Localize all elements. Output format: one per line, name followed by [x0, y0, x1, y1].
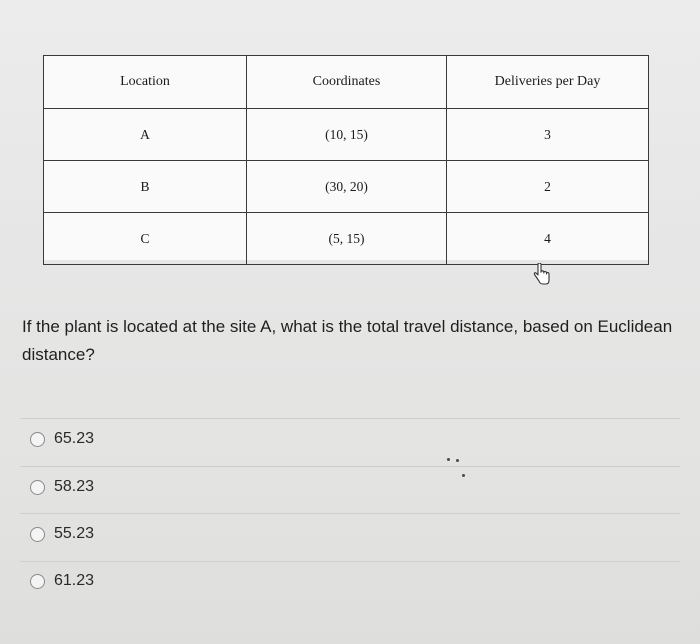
table-row — [44, 109, 649, 161]
cell-deliveries: 3 — [447, 109, 649, 161]
cell-coordinates: (10, 15) — [247, 109, 447, 161]
cell-deliveries: 2 — [447, 161, 649, 213]
cell-coordinates: (30, 20) — [247, 161, 447, 213]
radio-button-icon[interactable] — [30, 432, 45, 447]
cell-coordinates: (5, 15) — [247, 213, 447, 265]
divider — [20, 466, 680, 467]
screen-speck — [456, 459, 459, 462]
cell-location: B — [44, 161, 247, 213]
screen-speck — [447, 458, 450, 461]
divider — [20, 418, 680, 419]
radio-button-icon[interactable] — [30, 480, 45, 495]
cell-location: A — [44, 109, 247, 161]
table-row — [44, 161, 649, 213]
answer-option-3[interactable] — [30, 521, 94, 547]
deliveries-table-container — [43, 55, 648, 260]
deliveries-table — [43, 55, 649, 265]
divider — [20, 561, 680, 562]
header-coordinates: Coordinates — [247, 56, 447, 109]
option-label: 58.23 — [54, 478, 95, 495]
answer-option-2[interactable] — [30, 474, 94, 500]
option-label: 55.23 — [54, 525, 95, 542]
table-header-row — [44, 56, 649, 109]
radio-button-icon[interactable] — [30, 527, 45, 542]
header-location: Location — [44, 56, 247, 109]
option-label: 65.23 — [54, 430, 95, 447]
screen-speck — [462, 474, 465, 477]
divider — [20, 513, 680, 514]
option-label: 61.23 — [54, 572, 95, 589]
answer-option-4[interactable] — [30, 568, 94, 594]
question-text: If the plant is located at the site A, what is the total travel distance, based on Euclidean distance? — [22, 317, 673, 364]
radio-button-icon[interactable] — [30, 574, 45, 589]
answer-option-1[interactable] — [30, 426, 94, 452]
table-row — [44, 213, 649, 265]
cell-location: C — [44, 213, 247, 265]
hand-pointer-icon — [533, 263, 551, 285]
header-deliveries: Deliveries per Day — [447, 56, 649, 109]
cell-deliveries: 4 — [447, 213, 649, 265]
